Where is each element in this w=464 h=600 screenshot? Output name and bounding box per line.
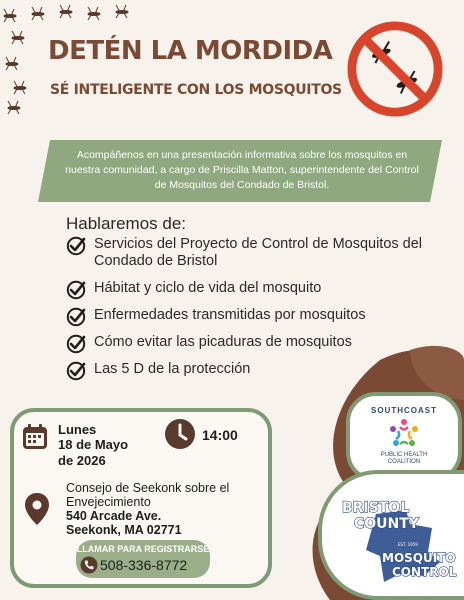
mosquito-icon (116, 5, 128, 18)
check-icon (66, 236, 86, 256)
people-circle-icon (388, 418, 420, 450)
mosquito-icon (12, 31, 24, 44)
list-item (66, 334, 426, 351)
venue-name-line-2: Envejecimiento (66, 495, 151, 509)
mosquito-icon (8, 101, 20, 114)
no-mosquito-sign-icon (346, 20, 444, 118)
venue-city: Seekonk, MA 02771 (66, 523, 182, 537)
topics-list (66, 236, 426, 388)
check-icon (66, 307, 86, 327)
location-pin-icon (24, 492, 50, 526)
venue-street: 540 Arcade Ave. (66, 509, 162, 523)
mosquito-icon (88, 7, 100, 20)
control-word: CONTROL (392, 565, 457, 579)
mosquito-icon (32, 7, 44, 20)
topic-text: Las 5 D de la protección (94, 361, 251, 377)
info-banner (38, 140, 442, 202)
check-icon (66, 280, 86, 300)
list-item (66, 361, 426, 378)
topics-heading: Hablaremos de: (66, 214, 187, 233)
mosquito-icon (6, 57, 18, 70)
banner-text: Acompáñenos en una presentación informativa sobre los mosquitos en nuestra comunidad, a cargo de Priscilla Matton, superintendente del Control de Mosquitos del Condado de Bristol. (65, 149, 419, 191)
topic-text: Hábitat y ciclo de vida del mosquito (94, 280, 322, 296)
coalition-subtitle-line-1: PUBLIC HEALTH (380, 452, 428, 458)
list-item (66, 307, 426, 324)
coalition-subtitle-line-2: COALITION (387, 459, 421, 465)
coalition-subtitle (350, 452, 458, 466)
event-time: 14:00 (202, 427, 238, 443)
bristol-word: BRISTOL (342, 500, 410, 516)
mosquito-icon (4, 9, 16, 22)
event-date-day: Lunes (58, 422, 97, 437)
county-word: COUNTY (354, 516, 419, 532)
phone-number: 508-336-8772 (100, 557, 188, 573)
topic-text: Cómo evitar las picaduras de mosquitos (94, 334, 352, 350)
mosquito-icon (60, 5, 72, 18)
topic-text: Enfermedades transmitidas por mosquitos (94, 307, 366, 323)
register-box (76, 540, 210, 578)
list-item (66, 236, 426, 270)
phone-icon (80, 556, 98, 574)
register-label: LLAMAR PARA REGISTRARSE (76, 544, 210, 554)
calendar-icon (22, 424, 48, 450)
clock-icon (164, 418, 196, 450)
page-title: DETÉN LA MORDIDA (48, 36, 333, 66)
mosquito-word: MOSQUITO (382, 551, 456, 565)
page-subtitle: SÉ INTELIGENTE CON LOS MOSQUITOS (50, 82, 342, 98)
southcoast-coalition-logo (346, 392, 462, 482)
event-date-year: de 2026 (58, 453, 106, 468)
coalition-name: SOUTHCOAST (371, 406, 437, 415)
event-date-month: 18 de Mayo (58, 437, 129, 452)
topic-text: Servicios del Proyecto de Control de Mosquitos del Condado de Bristol (94, 236, 423, 269)
established-year: EST. 1959 (398, 542, 418, 547)
list-item (66, 280, 426, 297)
venue-name-line-1: Consejo de Seekonk sobre el (66, 481, 230, 495)
check-icon (66, 361, 86, 381)
bristol-logo-mark (336, 492, 464, 592)
bristol-county-mosquito-control-logo (318, 470, 464, 600)
mosquito-icon (14, 81, 26, 94)
check-icon (66, 334, 86, 354)
